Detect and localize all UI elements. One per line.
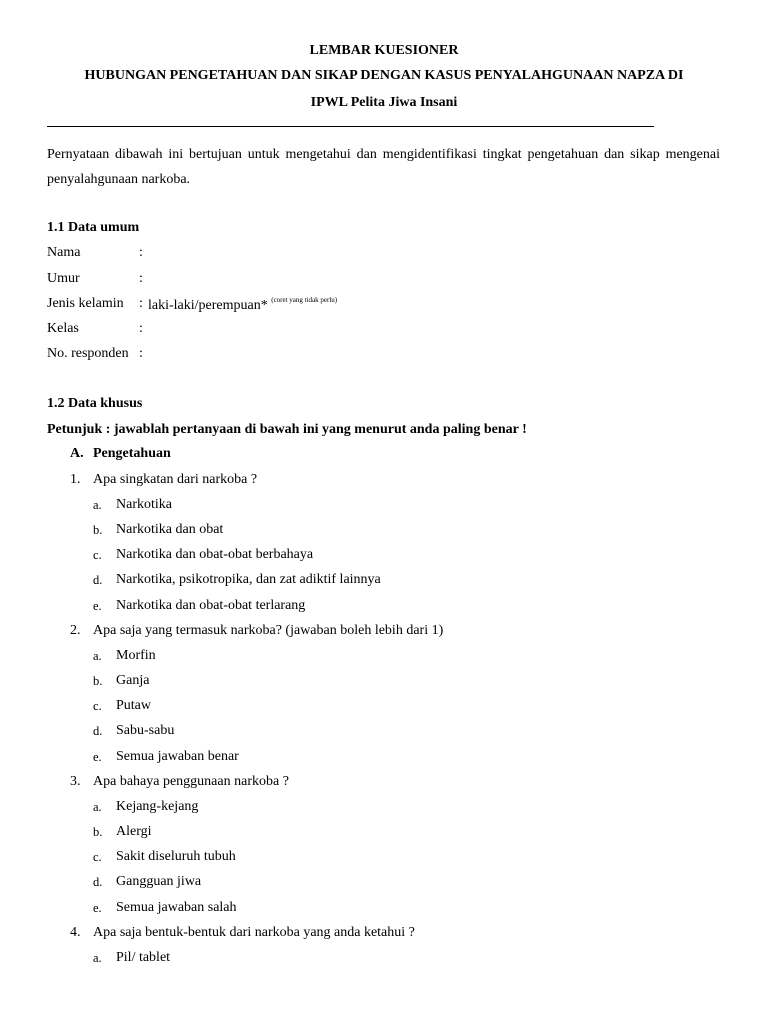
option-text: Pil/ tablet bbox=[116, 950, 171, 965]
strike-note: (coret yang tidak perlu) bbox=[271, 296, 338, 304]
section-title: Pengetahuan bbox=[93, 446, 171, 461]
field-label-nama: Nama bbox=[47, 245, 81, 260]
data-umum-heading: 1.1 Data umum bbox=[47, 220, 140, 235]
option-letter: b. bbox=[93, 523, 103, 537]
option-letter: c. bbox=[93, 850, 102, 864]
question-number: 3. bbox=[70, 774, 81, 789]
option-letter: b. bbox=[93, 825, 103, 839]
document-subtitle-institution: IPWL Pelita Jiwa Insani bbox=[310, 95, 458, 110]
option-text: Semua jawaban salah bbox=[116, 900, 237, 915]
option-letter: a. bbox=[93, 951, 102, 965]
question-text: Apa saja yang termasuk narkoba? (jawaban boleh lebih dari 1) bbox=[93, 623, 444, 638]
option-text: Sabu-sabu bbox=[116, 723, 175, 738]
question-text: Apa saja bentuk-bentuk dari narkoba yang anda ketahui ? bbox=[93, 925, 415, 940]
field-colon: : bbox=[139, 321, 143, 336]
question-number: 1. bbox=[70, 472, 81, 487]
field-colon: : bbox=[139, 245, 143, 260]
instruction-text: Petunjuk : jawablah pertanyaan di bawah ini yang menurut anda paling benar ! bbox=[47, 422, 527, 437]
option-letter: d. bbox=[93, 875, 103, 889]
option-letter: d. bbox=[93, 724, 103, 738]
document-title: LEMBAR KUESIONER bbox=[309, 43, 459, 58]
field-colon: : bbox=[139, 271, 143, 286]
question-number: 2. bbox=[70, 623, 81, 638]
option-letter: c. bbox=[93, 699, 102, 713]
option-text: Semua jawaban benar bbox=[116, 749, 239, 764]
question-text: Apa singkatan dari narkoba ? bbox=[93, 472, 258, 487]
option-letter: a. bbox=[93, 498, 102, 512]
field-label-no-responden: No. responden bbox=[47, 346, 129, 361]
intro-paragraph: Pernyataan dibawah ini bertujuan untuk mengetahui dan mengidentifikasi tingkat pengetahuan dan sikap mengenai penyalahgunaan narkoba. bbox=[47, 147, 720, 187]
option-letter: d. bbox=[93, 573, 103, 587]
option-text: Narkotika dan obat-obat berbahaya bbox=[116, 547, 314, 562]
option-letter: b. bbox=[93, 674, 103, 688]
option-text: Alergi bbox=[116, 824, 152, 839]
option-letter: e. bbox=[93, 599, 102, 613]
gender-options-text: laki-laki/perempuan* bbox=[148, 298, 268, 313]
option-text: Kejang-kejang bbox=[116, 799, 199, 814]
header-divider bbox=[47, 126, 654, 127]
field-label-umur: Umur bbox=[47, 271, 80, 286]
option-letter: c. bbox=[93, 548, 102, 562]
option-text: Narkotika dan obat-obat terlarang bbox=[116, 598, 306, 613]
option-text: Ganja bbox=[116, 673, 150, 688]
option-text: Gangguan jiwa bbox=[116, 874, 202, 889]
document-subtitle: HUBUNGAN PENGETAHUAN DAN SIKAP DENGAN KASUS PENYALAHGUNAAN NAPZA DI bbox=[84, 68, 684, 83]
section-letter: A. bbox=[70, 446, 84, 461]
option-text: Narkotika, psikotropika, dan zat adiktif lainnya bbox=[116, 572, 381, 587]
field-colon: : bbox=[139, 346, 143, 361]
option-text: Putaw bbox=[116, 698, 151, 713]
option-text: Narkotika bbox=[116, 497, 172, 512]
question-number: 4. bbox=[70, 925, 81, 940]
option-text: Narkotika dan obat bbox=[116, 522, 224, 537]
option-text: Sakit diseluruh tubuh bbox=[116, 849, 236, 864]
field-label-jenis-kelamin: Jenis kelamin bbox=[47, 296, 124, 311]
field-value-jenis-kelamin bbox=[148, 296, 337, 314]
question-text: Apa bahaya penggunaan narkoba ? bbox=[93, 774, 289, 789]
option-letter: a. bbox=[93, 800, 102, 814]
option-letter: e. bbox=[93, 750, 102, 764]
field-colon: : bbox=[139, 296, 143, 311]
data-khusus-heading: 1.2 Data khusus bbox=[47, 396, 143, 411]
field-label-kelas: Kelas bbox=[47, 321, 79, 336]
option-text: Morfin bbox=[116, 648, 156, 663]
option-letter: a. bbox=[93, 649, 102, 663]
option-letter: e. bbox=[93, 901, 102, 915]
